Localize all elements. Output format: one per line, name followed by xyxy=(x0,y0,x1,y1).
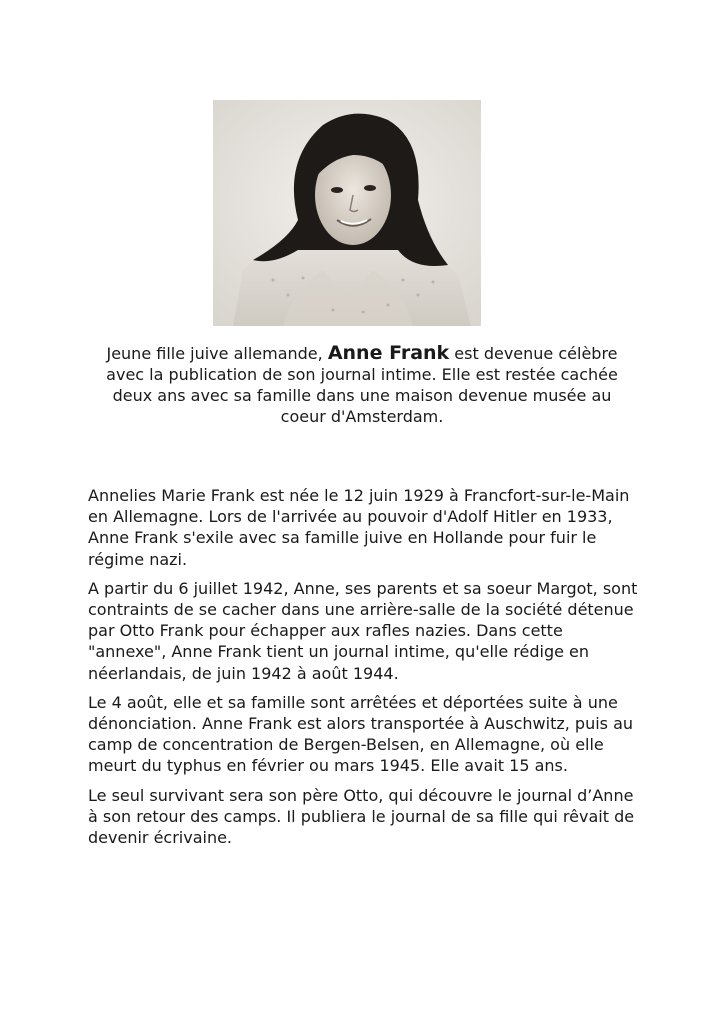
paragraph-hiding: A partir du 6 juillet 1942, Anne, ses parents et sa soeur Margot, sont contraints de se cacher dans une arrière-salle de la société détenue par Otto Frank pour échapper aux rafles nazies. Dans cette "annexe", Anne Frank tient un journal intime, qu'elle rédige en néerlandais, de juin 1942 à août 1944. xyxy=(88,578,638,683)
caption-name: Anne Frank xyxy=(327,342,450,364)
paragraph-survivor: Le seul survivant sera son père Otto, qui découvre le journal d’Anne à son retour des camps. Il publiera le journal de sa fille qui rêvait de devenir écrivaine. xyxy=(88,785,635,848)
biography-text xyxy=(88,485,644,856)
paragraph-deportation: Le 4 août, elle et sa famille sont arrêtées et déportées suite à une dénonciation. Anne Frank est alors transportée à Auschwitz, puis au camp de concentration de Bergen-Belsen, en Allemagne, où elle meurt du typhus en février ou mars 1945. Elle avait 15 ans. xyxy=(88,692,634,776)
caption-lead-text: Jeune fille juive allemande, xyxy=(106,344,328,363)
caption-rest-text: est devenue célèbre avec la publication de son journal intime. Elle est restée cachée deux ans avec sa famille dans une maison devenue musée au coeur d'Amsterdam. xyxy=(106,344,618,426)
portrait-photo xyxy=(213,100,481,326)
caption xyxy=(88,343,636,427)
portrait-photo-icon xyxy=(213,100,481,326)
paragraph-birth: Annelies Marie Frank est née le 12 juin 1929 à Francfort-sur-le-Main en Allemagne. Lors de l'arrivée au pouvoir d'Adolf Hitler en 1933, Anne Frank s'exile avec sa famille juive en Hollande pour fuir le régime nazi. xyxy=(88,486,630,569)
